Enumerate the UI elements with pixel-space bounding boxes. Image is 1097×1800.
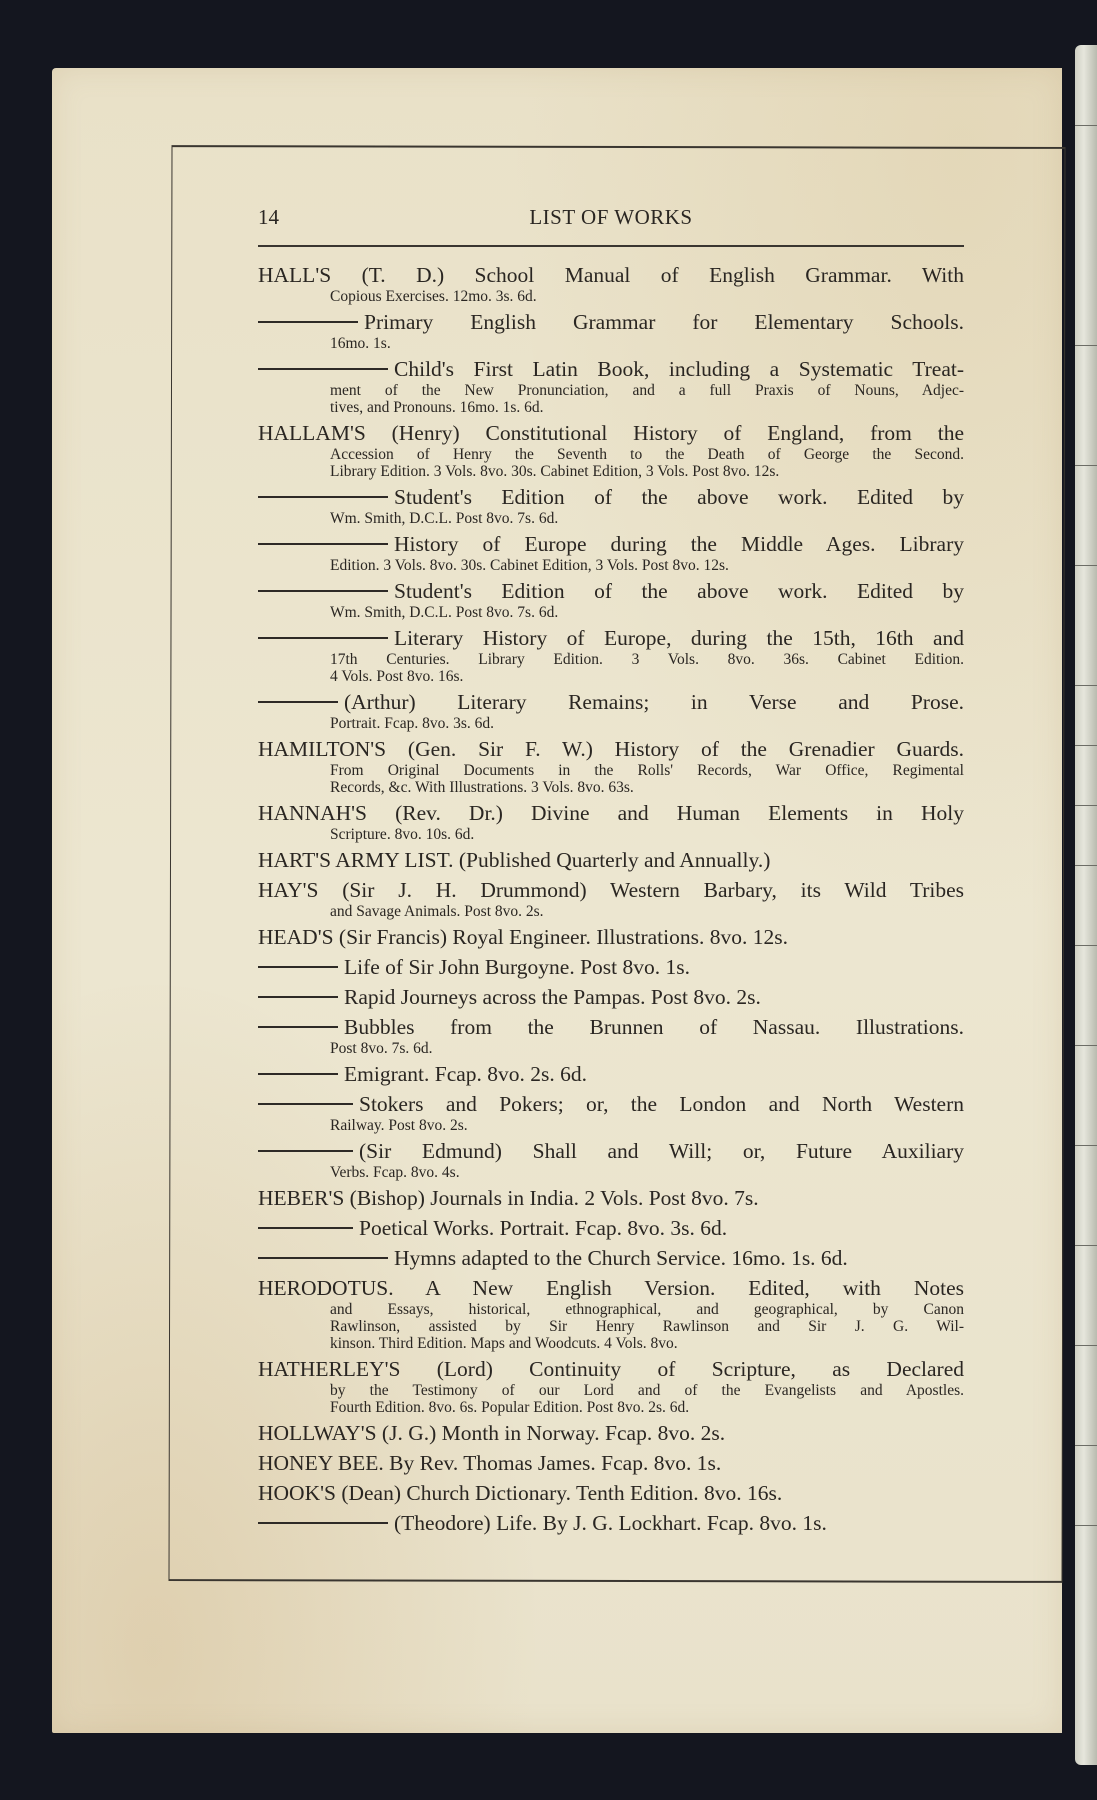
entry-detail-line: Library Edition. 3 Vols. 8vo. 30s. Cabinet Edition, 3 Vols. Post 8vo. 12s.	[330, 463, 780, 480]
entry-detail-line: Portrait. Fcap. 8vo. 3s. 6d.	[330, 715, 495, 732]
ditto-dash	[258, 1257, 388, 1259]
ditto-dash	[258, 368, 388, 370]
works-list	[258, 263, 964, 1541]
list-entry	[258, 848, 964, 873]
list-entry	[258, 690, 964, 732]
entry-detail-line: 4 Vols. Post 8vo. 16s.	[330, 668, 464, 685]
running-head	[258, 205, 964, 237]
ditto-dash	[258, 321, 358, 323]
list-entry	[258, 1092, 964, 1134]
entry-title: Student's Edition of the above work. Edited by	[394, 579, 964, 603]
list-entry	[258, 626, 964, 685]
entry-title: (Theodore) Life. By J. G. Lockhart. Fcap. 8vo. 1s.	[394, 1511, 827, 1535]
entry-detail-line: Accession of Henry the Seventh to the Death of George the Second.	[330, 446, 964, 463]
list-entry	[258, 1186, 964, 1211]
entry-title: HALLAM'S (Henry) Constitutional History of England, from the	[258, 421, 964, 445]
entry-detail-line: Scripture. 8vo. 10s. 6d.	[330, 826, 475, 843]
list-entry	[258, 579, 964, 621]
entry-title-line	[258, 1216, 964, 1241]
list-entry	[258, 955, 964, 980]
entry-detail-line: ment of the New Pronunciation, and a full Praxis of Nouns, Adjec-	[330, 382, 964, 399]
entry-title-line	[258, 1062, 964, 1087]
entry-title-line	[258, 925, 964, 950]
header-rule	[258, 245, 964, 247]
list-entry	[258, 1276, 964, 1352]
entry-title: Literary History of Europe, during the 15th, 16th and	[394, 626, 964, 650]
list-entry	[258, 1062, 964, 1087]
ditto-dash	[258, 701, 338, 703]
list-entry	[258, 878, 964, 920]
entry-title-line	[258, 1511, 964, 1536]
list-entry	[258, 1511, 964, 1536]
entry-title-line	[258, 1276, 964, 1301]
list-entry	[258, 1481, 964, 1506]
ditto-dash	[258, 1103, 353, 1105]
entry-title-line	[258, 1246, 964, 1271]
list-entry	[258, 310, 964, 352]
entry-title: HONEY BEE. By Rev. Thomas James. Fcap. 8vo. 1s.	[258, 1451, 722, 1475]
page-content	[258, 205, 964, 1541]
ditto-dash	[258, 996, 338, 998]
entry-title-line	[258, 421, 964, 446]
ditto-dash	[258, 1026, 338, 1028]
entry-title-line	[258, 1139, 964, 1164]
entry-title: Rapid Journeys across the Pampas. Post 8vo. 2s.	[344, 985, 761, 1009]
list-entry	[258, 532, 964, 574]
entry-title: HOLLWAY'S (J. G.) Month in Norway. Fcap. 8vo. 2s.	[258, 1421, 726, 1445]
entry-detail-line: Records, &c. With Illustrations. 3 Vols. 8vo. 63s.	[330, 779, 634, 796]
entry-detail-line: Copious Exercises. 12mo. 3s. 6d.	[330, 288, 537, 305]
list-entry	[258, 1357, 964, 1416]
ditto-dash	[258, 966, 338, 968]
entry-title: HEAD'S (Sir Francis) Royal Engineer. Illustrations. 8vo. 12s.	[258, 925, 788, 949]
entry-detail-line: by the Testimony of our Lord and of the Evangelists and Apostles.	[330, 1382, 964, 1399]
entry-detail-line: Wm. Smith, D.C.L. Post 8vo. 7s. 6d.	[330, 604, 559, 621]
entry-detail-line: and Savage Animals. Post 8vo. 2s.	[330, 903, 544, 920]
entry-detail-line: From Original Documents in the Rolls' Records, War Office, Regimental	[330, 762, 964, 779]
entry-detail-line: Rawlinson, assisted by Sir Henry Rawlinson and Sir J. G. Wil-	[330, 1318, 964, 1335]
entry-title: HANNAH'S (Rev. Dr.) Divine and Human Elements in Holy	[258, 801, 964, 825]
ditto-dash	[258, 496, 388, 498]
entry-title: Child's First Latin Book, including a Systematic Treat-	[394, 357, 964, 381]
entry-title: HEBER'S (Bishop) Journals in India. 2 Vols. Post 8vo. 7s.	[258, 1186, 759, 1210]
list-entry	[258, 1216, 964, 1241]
entry-title-line	[258, 1421, 964, 1446]
adjacent-page-edge	[1075, 45, 1097, 1765]
ditto-dash	[258, 1227, 353, 1229]
ditto-dash	[258, 1150, 353, 1152]
list-entry	[258, 1451, 964, 1476]
entry-title: Student's Edition of the above work. Edited by	[394, 485, 964, 509]
entry-title-line	[258, 1481, 964, 1506]
entry-title-line	[258, 579, 964, 604]
entry-title: Stokers and Pokers; or, the London and North Western	[359, 1092, 964, 1116]
entry-title-line	[258, 310, 964, 335]
list-entry	[258, 985, 964, 1010]
entry-title-line	[258, 626, 964, 651]
entry-detail-line: Edition. 3 Vols. 8vo. 30s. Cabinet Edition, 3 Vols. Post 8vo. 12s.	[330, 557, 729, 574]
entry-title: Hymns adapted to the Church Service. 16mo. 1s. 6d.	[394, 1246, 848, 1270]
entry-title: (Sir Edmund) Shall and Will; or, Future Auxiliary	[359, 1139, 964, 1163]
entry-spacer	[258, 1536, 964, 1541]
list-entry	[258, 1421, 964, 1446]
entry-title: Life of Sir John Burgoyne. Post 8vo. 1s.	[344, 955, 690, 979]
list-entry	[258, 263, 964, 305]
ditto-dash	[258, 543, 388, 545]
ditto-dash	[258, 1073, 338, 1075]
list-entry	[258, 737, 964, 796]
entry-detail-line: Wm. Smith, D.C.L. Post 8vo. 7s. 6d.	[330, 510, 559, 527]
ditto-dash	[258, 1522, 388, 1524]
entry-detail-line: Fourth Edition. 8vo. 6s. Popular Edition. Post 8vo. 2s. 6d.	[330, 1399, 690, 1416]
list-entry	[258, 801, 964, 843]
entry-title-line	[258, 1015, 964, 1040]
list-entry	[258, 1246, 964, 1271]
entry-title-line	[258, 737, 964, 762]
entry-title-line	[258, 263, 964, 288]
page-number: 14	[258, 205, 279, 229]
entry-title: Emigrant. Fcap. 8vo. 2s. 6d.	[344, 1062, 588, 1086]
entry-title-line	[258, 1357, 964, 1382]
entry-title: HATHERLEY'S (Lord) Continuity of Scripture, as Declared	[258, 1357, 964, 1381]
entry-title-line	[258, 985, 964, 1010]
entry-title: Poetical Works. Portrait. Fcap. 8vo. 3s. 6d.	[359, 1216, 728, 1240]
entry-title: (Arthur) Literary Remains; in Verse and Prose.	[344, 690, 964, 714]
entry-title: HALL'S (T. D.) School Manual of English Grammar. With	[258, 263, 964, 287]
entry-title: HERODOTUS. A New English Version. Edited, with Notes	[258, 1276, 964, 1300]
entry-title-line	[258, 1092, 964, 1117]
entry-title: HOOK'S (Dean) Church Dictionary. Tenth Edition. 8vo. 16s.	[258, 1481, 783, 1505]
list-entry	[258, 1139, 964, 1181]
entry-title-line	[258, 848, 964, 873]
entry-title: HAMILTON'S (Gen. Sir F. W.) History of the Grenadier Guards.	[258, 737, 964, 761]
list-entry	[258, 485, 964, 527]
entry-detail-line: 16mo. 1s.	[330, 335, 391, 352]
entry-title-line	[258, 357, 964, 382]
entry-detail-line: kinson. Third Edition. Maps and Woodcuts. 4 Vols. 8vo.	[330, 1335, 678, 1352]
list-entry	[258, 925, 964, 950]
entry-title-line	[258, 878, 964, 903]
entry-title-line	[258, 955, 964, 980]
entry-title: Primary English Grammar for Elementary Schools.	[364, 310, 964, 334]
entry-title-line	[258, 1451, 964, 1476]
entry-title-line	[258, 485, 964, 510]
entry-detail-line: Verbs. Fcap. 8vo. 4s.	[330, 1164, 460, 1181]
entry-title-line	[258, 690, 964, 715]
entry-detail-line: 17th Centuries. Library Edition. 3 Vols. 8vo. 36s. Cabinet Edition.	[330, 651, 964, 668]
list-entry	[258, 421, 964, 480]
ditto-dash	[258, 590, 388, 592]
entry-title: HAY'S (Sir J. H. Drummond) Western Barbary, its Wild Tribes	[258, 878, 964, 902]
ditto-dash	[258, 637, 388, 639]
entry-detail-line: tives, and Pronouns. 16mo. 1s. 6d.	[330, 399, 544, 416]
entry-title-line	[258, 801, 964, 826]
entry-title: HART'S ARMY LIST. (Published Quarterly and Annually.)	[258, 848, 771, 872]
entry-title-line	[258, 1186, 964, 1211]
entry-title: Bubbles from the Brunnen of Nassau. Illustrations.	[344, 1015, 964, 1039]
entry-title-line	[258, 532, 964, 557]
entry-detail-line: Post 8vo. 7s. 6d.	[330, 1040, 433, 1057]
entry-detail-line: Railway. Post 8vo. 2s.	[330, 1117, 468, 1134]
running-title: LIST OF WORKS	[529, 205, 693, 229]
list-entry	[258, 357, 964, 416]
entry-detail-line: and Essays, historical, ethnographical, and geographical, by Canon	[330, 1301, 964, 1318]
entry-title: History of Europe during the Middle Ages. Library	[394, 532, 964, 556]
list-entry	[258, 1015, 964, 1057]
